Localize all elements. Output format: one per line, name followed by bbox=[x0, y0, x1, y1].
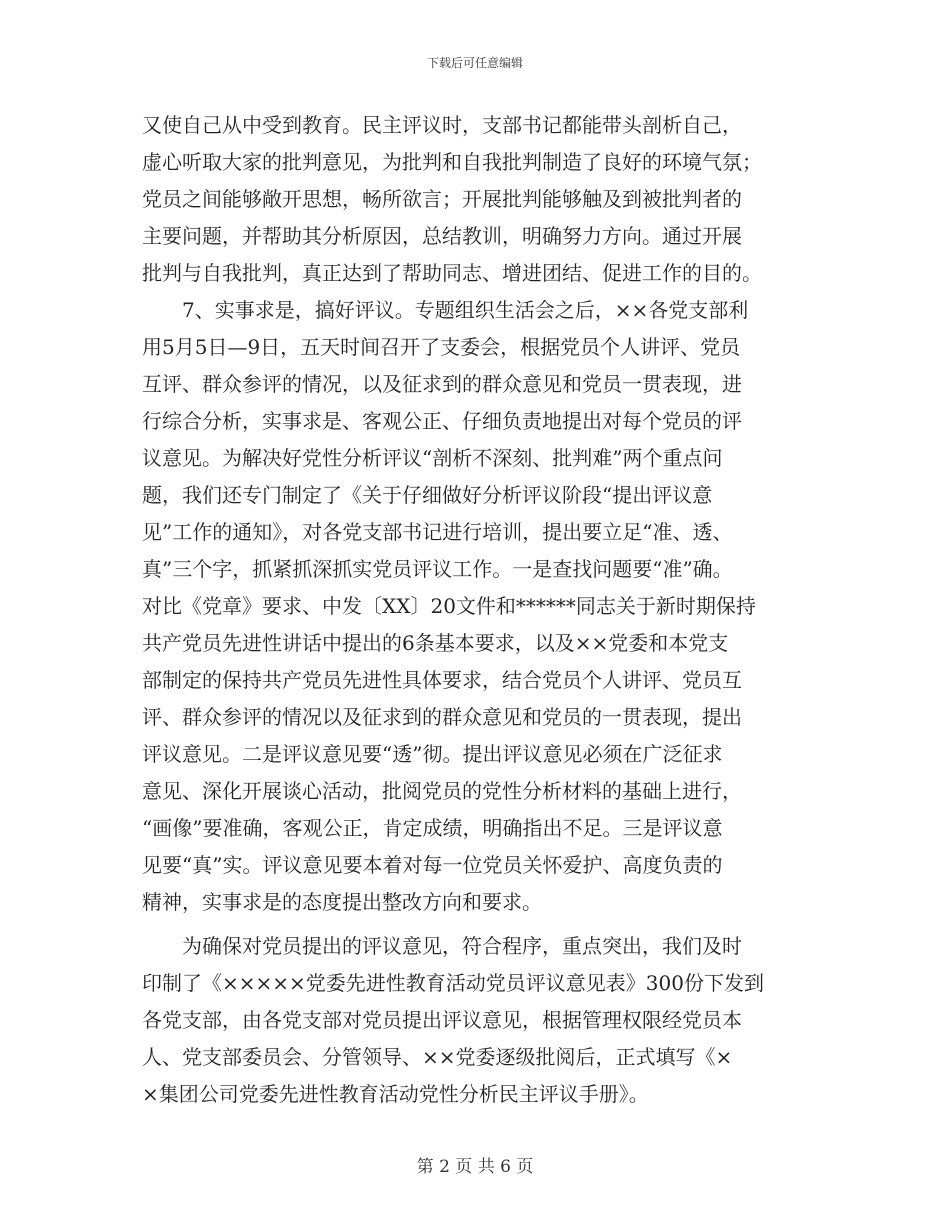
text-line: “画像”要准确，客观公正，肯定成绩，明确指出不足。三是评议意 bbox=[142, 816, 723, 840]
text-line: 精神，实事求是的态度提出整改方向和要求。 bbox=[142, 890, 542, 914]
text-line: 7、实事求是，搞好评议。专题组织生活会之后，××各党支部利 bbox=[142, 298, 749, 322]
text-line: 又使自己从中受到教育。民主评议时，支部书记都能带头剖析自己， bbox=[142, 113, 742, 137]
text-line: 行综合分析，实事求是、客观公正、仔细负责地提出对每个党员的评 bbox=[142, 409, 742, 433]
text-line: 批判与自我批判，真正达到了帮助同志、增进团结、促进工作的目的。 bbox=[142, 261, 762, 285]
text-line: 评议意见。二是评议意见要“透”彻。提出评议意见必须在广泛征求 bbox=[142, 742, 723, 766]
text-line: 党员之间能够敞开思想，畅所欲言；开展批判能够触及到被批判者的 bbox=[142, 187, 742, 211]
text-line: 各党支部，由各党支部对党员提出评议意见，根据管理权限经党员本 bbox=[142, 1008, 742, 1032]
text-line: 意见、深化开展谈心活动，批阅党员的党性分析材料的基础上进行， bbox=[142, 779, 742, 803]
text-line: 虚心听取大家的批判意见，为批判和自我批判制造了良好的环境气氛； bbox=[142, 150, 762, 174]
text-line: 评、群众参评的情况以及征求到的群众意见和党员的一贯表现，提出 bbox=[142, 705, 742, 729]
text-line: 对比《党章》要求、中发〔XX〕20文件和******同志关于新时期保持 bbox=[142, 594, 756, 618]
text-line: 主要问题，并帮助其分析原因，总结教训，明确努力方向。通过开展 bbox=[142, 224, 742, 248]
text-line: 见”工作的通知》，对各党支部书记进行培训，提出要立足“准、透、 bbox=[142, 520, 733, 544]
page-header: 下载后可任意编辑 bbox=[426, 56, 523, 70]
text-line: 印制了《×××××党委先进性教育活动党员评议意见表》300份下发到 bbox=[142, 971, 764, 995]
text-line: 用5月5日—9日，五天时间召开了支委会，根据党员个人讲评、党员 bbox=[142, 335, 741, 359]
text-line: 为确保对党员提出的评议意见，符合程序，重点突出，我们及时 bbox=[142, 934, 742, 958]
text-line: ×集团公司党委先进性教育活动党性分析民主评议手册》。 bbox=[142, 1082, 649, 1106]
text-line: 共产党员先进性讲话中提出的6条基本要求，以及××党委和本党支 bbox=[142, 631, 729, 655]
text-line: 议意见。为解决好党性分析评议“剖析不深刻、批判难”两个重点问 bbox=[142, 446, 723, 470]
text-line: 题，我们还专门制定了《关于仔细做好分析评议阶段“提出评议意 bbox=[142, 483, 713, 507]
text-line: 部制定的保持共产党员先进性具体要求，结合党员个人讲评、党员互 bbox=[142, 668, 742, 692]
text-line: 见要“真”实。评议意见要本着对每一位党员关怀爱护、高度负责的 bbox=[142, 853, 723, 877]
text-line: 人、党支部委员会、分管领导、××党委逐级批阅后，正式填写《× bbox=[142, 1045, 733, 1069]
text-line: 互评、群众参评的情况，以及征求到的群众意见和党员一贯表现，进 bbox=[142, 372, 742, 396]
text-line: 真”三个字，抓紧抓深抓实党员评议工作。一是查找问题要“准”确。 bbox=[142, 557, 733, 581]
page-footer: 第 2 页 共 6 页 bbox=[416, 1157, 534, 1177]
